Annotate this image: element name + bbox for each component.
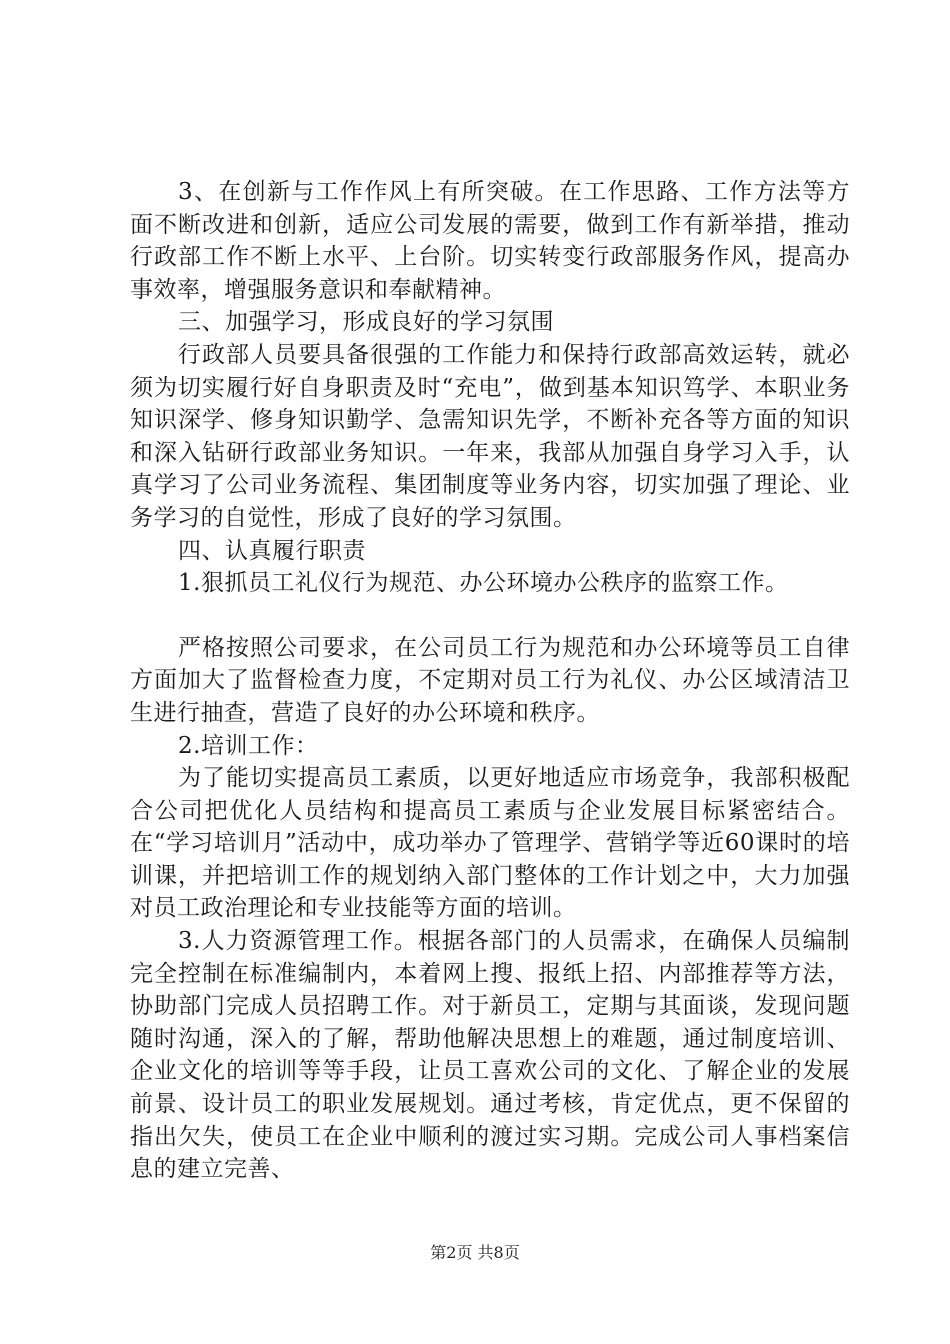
paragraph-etiquette-supervision: 严格按照公司要求，在公司员工行为规范和办公环境等员工自律方面加大了监督检查力度，不定期对员工行为礼仪、办公区域清洁卫生进行抽查，营造了良好的办公环境和秩序。 (130, 634, 850, 726)
paragraph-hr-management: 3.人力资源管理工作。根据各部门的人员需求，在确保人员编制完全控制在标准编制内，本着网上搜、报纸上招、内部推荐等方法，协助部门完成人员招聘工作。对于新员工，定期与其面谈，发现问题随时沟通，深入的了解，帮助他解决思想上的难题，通过制度培训、企业文化的培训等等手段，让员工喜欢公司的文化、了解企业的发展前景、设计员工的职业发展规划。通过考核，肯定优点，更不保留的指出欠失，使员工在企业中顺利的渡过实习期。完成公司人事档案信息的建立完善、 (130, 928, 850, 1183)
document-body (130, 176, 850, 1186)
paragraph-innovation-work-style: 3、在创新与工作作风上有所突破。在工作思路、工作方法等方面不断改进和创新，适应公司发展的需要，做到工作有新举措，推动行政部工作不断上水平、上台阶。切实转变行政部服务作风，提高办事效率，增强服务意识和奉献精神。 (130, 179, 850, 303)
paragraph-training: 为了能切实提高员工素质，以更好地适应市场竞争，我部积极配合公司把优化人员结构和提高员工素质与企业发展目标紧密结合。在“学习培训月”活动中，成功举办了管理学、营销学等近60课时的培训课，并把培训工作的规划纳入部门整体的工作计划之中，大力加强对员工政治理论和专业技能等方面的培训。 (130, 765, 850, 922)
subheading-training: 2.培训工作： (178, 732, 319, 759)
paragraph-learning: 行政部人员要具备很强的工作能力和保持行政部高效运转，就必须为切实履行好自身职责及时“充电”，做到基本知识笃学、本职业务知识深学、修身知识勤学、急需知识先学，不断补充各等方面的知识和深入钻研行政部业务知识。一年来，我部从加强自身学习入手，认真学习了公司业务流程、集团制度等业务内容，切实加强了理论、业务学习的自觉性，形成了良好的学习氛围。 (130, 341, 850, 531)
subheading-etiquette-supervision: 1.狠抓员工礼仪行为规范、办公环境办公秩序的监察工作。 (178, 570, 789, 597)
page-number-footer: 第2页 共8页 (430, 1243, 520, 1262)
heading-section-3-learning: 三、加强学习，形成良好的学习氛围 (178, 309, 554, 336)
heading-section-4-duties: 四、认真履行职责 (178, 537, 366, 564)
